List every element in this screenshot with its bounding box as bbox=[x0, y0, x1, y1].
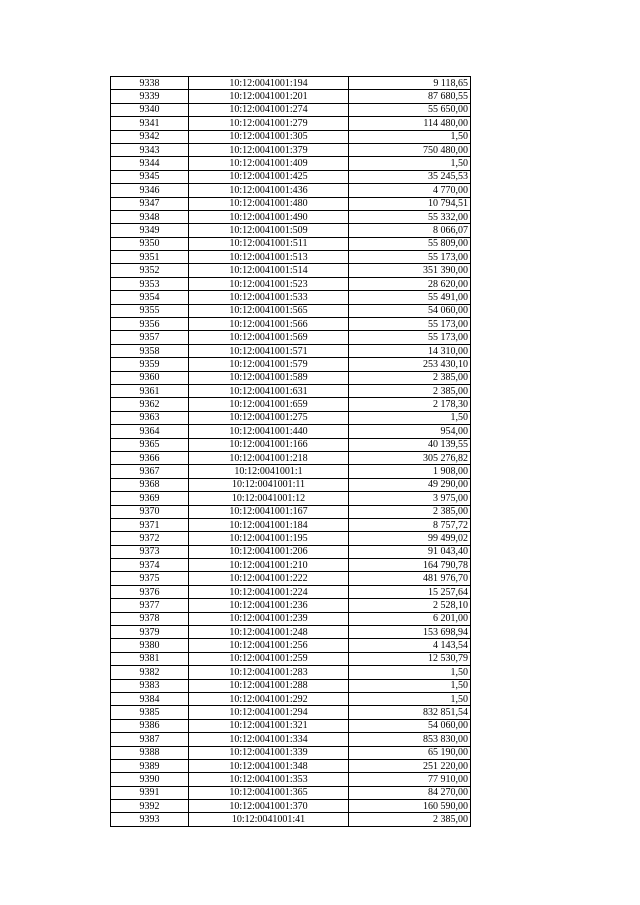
cadastral-number-cell: 10:12:0041001:589 bbox=[189, 371, 349, 384]
cadastral-number-cell: 10:12:0041001:12 bbox=[189, 492, 349, 505]
table-row bbox=[111, 652, 471, 665]
cadastral-number-cell: 10:12:0041001:167 bbox=[189, 505, 349, 518]
row-number-cell: 9377 bbox=[111, 599, 189, 612]
cadastral-number-cell: 10:12:0041001:195 bbox=[189, 532, 349, 545]
table-row bbox=[111, 157, 471, 170]
cadastral-number-cell: 10:12:0041001:579 bbox=[189, 358, 349, 371]
row-number-cell: 9373 bbox=[111, 545, 189, 558]
value-cell: 55 332,00 bbox=[349, 210, 471, 223]
table-row bbox=[111, 451, 471, 464]
row-number-cell: 9385 bbox=[111, 706, 189, 719]
cadastral-number-cell: 10:12:0041001:279 bbox=[189, 117, 349, 130]
table-row bbox=[111, 358, 471, 371]
cadastral-number-cell: 10:12:0041001:305 bbox=[189, 130, 349, 143]
value-cell: 65 190,00 bbox=[349, 746, 471, 759]
value-cell: 54 060,00 bbox=[349, 304, 471, 317]
value-cell: 55 809,00 bbox=[349, 237, 471, 250]
table-row bbox=[111, 585, 471, 598]
table-body bbox=[111, 77, 471, 827]
value-cell: 99 499,02 bbox=[349, 532, 471, 545]
table-row bbox=[111, 197, 471, 210]
cadastral-number-cell: 10:12:0041001:631 bbox=[189, 384, 349, 397]
cadastral-number-cell: 10:12:0041001:222 bbox=[189, 572, 349, 585]
row-number-cell: 9339 bbox=[111, 90, 189, 103]
value-cell: 87 680,55 bbox=[349, 90, 471, 103]
cadastral-number-cell: 10:12:0041001:334 bbox=[189, 733, 349, 746]
row-number-cell: 9369 bbox=[111, 492, 189, 505]
table-row bbox=[111, 210, 471, 223]
table-row bbox=[111, 318, 471, 331]
cadastral-number-cell: 10:12:0041001:274 bbox=[189, 103, 349, 116]
table-row bbox=[111, 612, 471, 625]
row-number-cell: 9381 bbox=[111, 652, 189, 665]
cadastral-number-cell: 10:12:0041001:480 bbox=[189, 197, 349, 210]
row-number-cell: 9367 bbox=[111, 465, 189, 478]
cadastral-number-cell: 10:12:0041001:514 bbox=[189, 264, 349, 277]
row-number-cell: 9376 bbox=[111, 585, 189, 598]
cadastral-number-cell: 10:12:0041001:440 bbox=[189, 425, 349, 438]
cadastral-number-cell: 10:12:0041001:370 bbox=[189, 800, 349, 813]
row-number-cell: 9338 bbox=[111, 77, 189, 90]
cadastral-number-cell: 10:12:0041001:569 bbox=[189, 331, 349, 344]
cadastral-number-cell: 10:12:0041001:256 bbox=[189, 639, 349, 652]
value-cell: 15 257,64 bbox=[349, 585, 471, 598]
cadastral-number-cell: 10:12:0041001:210 bbox=[189, 559, 349, 572]
cadastral-number-cell: 10:12:0041001:379 bbox=[189, 143, 349, 156]
value-cell: 1,50 bbox=[349, 679, 471, 692]
value-cell: 2 385,00 bbox=[349, 371, 471, 384]
table-row bbox=[111, 143, 471, 156]
table-row bbox=[111, 384, 471, 397]
value-cell: 2 385,00 bbox=[349, 813, 471, 826]
value-cell: 4 770,00 bbox=[349, 184, 471, 197]
cadastral-number-cell: 10:12:0041001:292 bbox=[189, 692, 349, 705]
row-number-cell: 9386 bbox=[111, 719, 189, 732]
value-cell: 55 650,00 bbox=[349, 103, 471, 116]
value-cell: 481 976,70 bbox=[349, 572, 471, 585]
table-row bbox=[111, 251, 471, 264]
cadastral-number-cell: 10:12:0041001:565 bbox=[189, 304, 349, 317]
row-number-cell: 9342 bbox=[111, 130, 189, 143]
table-row bbox=[111, 786, 471, 799]
value-cell: 40 139,55 bbox=[349, 438, 471, 451]
table-row bbox=[111, 371, 471, 384]
table-row bbox=[111, 438, 471, 451]
cadastral-number-cell: 10:12:0041001:409 bbox=[189, 157, 349, 170]
row-number-cell: 9392 bbox=[111, 800, 189, 813]
row-number-cell: 9344 bbox=[111, 157, 189, 170]
cadastral-number-cell: 10:12:0041001:41 bbox=[189, 813, 349, 826]
cadastral-number-cell: 10:12:0041001:294 bbox=[189, 706, 349, 719]
value-cell: 954,00 bbox=[349, 425, 471, 438]
value-cell: 750 480,00 bbox=[349, 143, 471, 156]
cadastral-number-cell: 10:12:0041001:365 bbox=[189, 786, 349, 799]
value-cell: 91 043,40 bbox=[349, 545, 471, 558]
cadastral-number-cell: 10:12:0041001:436 bbox=[189, 184, 349, 197]
row-number-cell: 9355 bbox=[111, 304, 189, 317]
value-cell: 160 590,00 bbox=[349, 800, 471, 813]
row-number-cell: 9361 bbox=[111, 384, 189, 397]
table-row bbox=[111, 800, 471, 813]
table-row bbox=[111, 559, 471, 572]
table-row bbox=[111, 746, 471, 759]
table-row bbox=[111, 572, 471, 585]
cadastral-number-cell: 10:12:0041001:236 bbox=[189, 599, 349, 612]
row-number-cell: 9372 bbox=[111, 532, 189, 545]
row-number-cell: 9379 bbox=[111, 626, 189, 639]
value-cell: 114 480,00 bbox=[349, 117, 471, 130]
table-row bbox=[111, 398, 471, 411]
row-number-cell: 9391 bbox=[111, 786, 189, 799]
row-number-cell: 9378 bbox=[111, 612, 189, 625]
cadastral-number-cell: 10:12:0041001:1 bbox=[189, 465, 349, 478]
table-row bbox=[111, 813, 471, 826]
cadastral-number-cell: 10:12:0041001:166 bbox=[189, 438, 349, 451]
value-cell: 1,50 bbox=[349, 666, 471, 679]
value-cell: 55 173,00 bbox=[349, 251, 471, 264]
value-cell: 1,50 bbox=[349, 692, 471, 705]
table-row bbox=[111, 505, 471, 518]
cadastral-number-cell: 10:12:0041001:288 bbox=[189, 679, 349, 692]
table-row bbox=[111, 599, 471, 612]
value-cell: 84 270,00 bbox=[349, 786, 471, 799]
value-cell: 9 118,65 bbox=[349, 77, 471, 90]
value-cell: 2 178,30 bbox=[349, 398, 471, 411]
row-number-cell: 9375 bbox=[111, 572, 189, 585]
row-number-cell: 9360 bbox=[111, 371, 189, 384]
row-number-cell: 9374 bbox=[111, 559, 189, 572]
cadastral-number-cell: 10:12:0041001:523 bbox=[189, 277, 349, 290]
cadastral-number-cell: 10:12:0041001:533 bbox=[189, 291, 349, 304]
row-number-cell: 9370 bbox=[111, 505, 189, 518]
value-cell: 49 290,00 bbox=[349, 478, 471, 491]
cadastral-number-cell: 10:12:0041001:509 bbox=[189, 224, 349, 237]
table-row bbox=[111, 532, 471, 545]
table-row bbox=[111, 719, 471, 732]
table-row bbox=[111, 759, 471, 772]
row-number-cell: 9365 bbox=[111, 438, 189, 451]
value-cell: 2 385,00 bbox=[349, 384, 471, 397]
cadastral-number-cell: 10:12:0041001:259 bbox=[189, 652, 349, 665]
row-number-cell: 9362 bbox=[111, 398, 189, 411]
row-number-cell: 9345 bbox=[111, 170, 189, 183]
cadastral-number-cell: 10:12:0041001:321 bbox=[189, 719, 349, 732]
value-cell: 2 528,10 bbox=[349, 599, 471, 612]
table-row bbox=[111, 465, 471, 478]
table-row bbox=[111, 90, 471, 103]
value-cell: 1,50 bbox=[349, 130, 471, 143]
table-row bbox=[111, 773, 471, 786]
row-number-cell: 9354 bbox=[111, 291, 189, 304]
table-row bbox=[111, 425, 471, 438]
row-number-cell: 9366 bbox=[111, 451, 189, 464]
table-row bbox=[111, 706, 471, 719]
table-row bbox=[111, 545, 471, 558]
table-row bbox=[111, 518, 471, 531]
value-cell: 12 530,79 bbox=[349, 652, 471, 665]
value-cell: 55 173,00 bbox=[349, 331, 471, 344]
value-cell: 2 385,00 bbox=[349, 505, 471, 518]
cadastral-number-cell: 10:12:0041001:248 bbox=[189, 626, 349, 639]
table-row bbox=[111, 733, 471, 746]
table-row bbox=[111, 679, 471, 692]
row-number-cell: 9390 bbox=[111, 773, 189, 786]
value-cell: 77 910,00 bbox=[349, 773, 471, 786]
cadastral-number-cell: 10:12:0041001:511 bbox=[189, 237, 349, 250]
cadastral-number-cell: 10:12:0041001:659 bbox=[189, 398, 349, 411]
table-row bbox=[111, 478, 471, 491]
cadastral-number-cell: 10:12:0041001:490 bbox=[189, 210, 349, 223]
cadastral-number-cell: 10:12:0041001:184 bbox=[189, 518, 349, 531]
table-row bbox=[111, 184, 471, 197]
row-number-cell: 9353 bbox=[111, 277, 189, 290]
value-cell: 1,50 bbox=[349, 157, 471, 170]
value-cell: 1,50 bbox=[349, 411, 471, 424]
cadastral-number-cell: 10:12:0041001:239 bbox=[189, 612, 349, 625]
row-number-cell: 9350 bbox=[111, 237, 189, 250]
value-cell: 351 390,00 bbox=[349, 264, 471, 277]
value-cell: 54 060,00 bbox=[349, 719, 471, 732]
table-row bbox=[111, 291, 471, 304]
row-number-cell: 9382 bbox=[111, 666, 189, 679]
row-number-cell: 9383 bbox=[111, 679, 189, 692]
row-number-cell: 9363 bbox=[111, 411, 189, 424]
row-number-cell: 9340 bbox=[111, 103, 189, 116]
row-number-cell: 9393 bbox=[111, 813, 189, 826]
value-cell: 164 790,78 bbox=[349, 559, 471, 572]
row-number-cell: 9356 bbox=[111, 318, 189, 331]
table-row bbox=[111, 224, 471, 237]
row-number-cell: 9343 bbox=[111, 143, 189, 156]
cadastral-number-cell: 10:12:0041001:11 bbox=[189, 478, 349, 491]
table-row bbox=[111, 639, 471, 652]
value-cell: 8 066,07 bbox=[349, 224, 471, 237]
cadastral-number-cell: 10:12:0041001:513 bbox=[189, 251, 349, 264]
row-number-cell: 9348 bbox=[111, 210, 189, 223]
row-number-cell: 9347 bbox=[111, 197, 189, 210]
row-number-cell: 9380 bbox=[111, 639, 189, 652]
row-number-cell: 9387 bbox=[111, 733, 189, 746]
table-row bbox=[111, 130, 471, 143]
table-row bbox=[111, 277, 471, 290]
table-row bbox=[111, 170, 471, 183]
table-row bbox=[111, 411, 471, 424]
value-cell: 14 310,00 bbox=[349, 344, 471, 357]
row-number-cell: 9389 bbox=[111, 759, 189, 772]
cadastral-number-cell: 10:12:0041001:275 bbox=[189, 411, 349, 424]
cadastral-number-cell: 10:12:0041001:353 bbox=[189, 773, 349, 786]
value-cell: 4 143,54 bbox=[349, 639, 471, 652]
value-cell: 853 830,00 bbox=[349, 733, 471, 746]
table-row bbox=[111, 492, 471, 505]
value-cell: 55 491,00 bbox=[349, 291, 471, 304]
row-number-cell: 9388 bbox=[111, 746, 189, 759]
value-cell: 3 975,00 bbox=[349, 492, 471, 505]
value-cell: 305 276,82 bbox=[349, 451, 471, 464]
row-number-cell: 9384 bbox=[111, 692, 189, 705]
cadastral-number-cell: 10:12:0041001:194 bbox=[189, 77, 349, 90]
value-cell: 832 851,54 bbox=[349, 706, 471, 719]
cadastral-number-cell: 10:12:0041001:566 bbox=[189, 318, 349, 331]
value-cell: 153 698,94 bbox=[349, 626, 471, 639]
cadastral-number-cell: 10:12:0041001:206 bbox=[189, 545, 349, 558]
row-number-cell: 9357 bbox=[111, 331, 189, 344]
row-number-cell: 9352 bbox=[111, 264, 189, 277]
table-row bbox=[111, 117, 471, 130]
value-cell: 28 620,00 bbox=[349, 277, 471, 290]
table-row bbox=[111, 626, 471, 639]
value-cell: 8 757,72 bbox=[349, 518, 471, 531]
table-row bbox=[111, 77, 471, 90]
value-cell: 1 908,00 bbox=[349, 465, 471, 478]
table-row bbox=[111, 103, 471, 116]
value-cell: 6 201,00 bbox=[349, 612, 471, 625]
table-row bbox=[111, 692, 471, 705]
cadastral-number-cell: 10:12:0041001:348 bbox=[189, 759, 349, 772]
cadastral-number-cell: 10:12:0041001:339 bbox=[189, 746, 349, 759]
table-row bbox=[111, 304, 471, 317]
row-number-cell: 9364 bbox=[111, 425, 189, 438]
row-number-cell: 9359 bbox=[111, 358, 189, 371]
row-number-cell: 9346 bbox=[111, 184, 189, 197]
cadastral-number-cell: 10:12:0041001:201 bbox=[189, 90, 349, 103]
cadastral-number-cell: 10:12:0041001:571 bbox=[189, 344, 349, 357]
row-number-cell: 9351 bbox=[111, 251, 189, 264]
cadastral-number-cell: 10:12:0041001:425 bbox=[189, 170, 349, 183]
table-row bbox=[111, 666, 471, 679]
table-row bbox=[111, 237, 471, 250]
table-row bbox=[111, 331, 471, 344]
row-number-cell: 9341 bbox=[111, 117, 189, 130]
cadastral-number-cell: 10:12:0041001:224 bbox=[189, 585, 349, 598]
row-number-cell: 9358 bbox=[111, 344, 189, 357]
value-cell: 35 245,53 bbox=[349, 170, 471, 183]
value-cell: 251 220,00 bbox=[349, 759, 471, 772]
table-row bbox=[111, 264, 471, 277]
value-cell: 10 794,51 bbox=[349, 197, 471, 210]
cadastral-values-table bbox=[110, 76, 471, 827]
value-cell: 253 430,10 bbox=[349, 358, 471, 371]
row-number-cell: 9349 bbox=[111, 224, 189, 237]
cadastral-number-cell: 10:12:0041001:218 bbox=[189, 451, 349, 464]
value-cell: 55 173,00 bbox=[349, 318, 471, 331]
row-number-cell: 9368 bbox=[111, 478, 189, 491]
cadastral-number-cell: 10:12:0041001:283 bbox=[189, 666, 349, 679]
row-number-cell: 9371 bbox=[111, 518, 189, 531]
table-row bbox=[111, 344, 471, 357]
